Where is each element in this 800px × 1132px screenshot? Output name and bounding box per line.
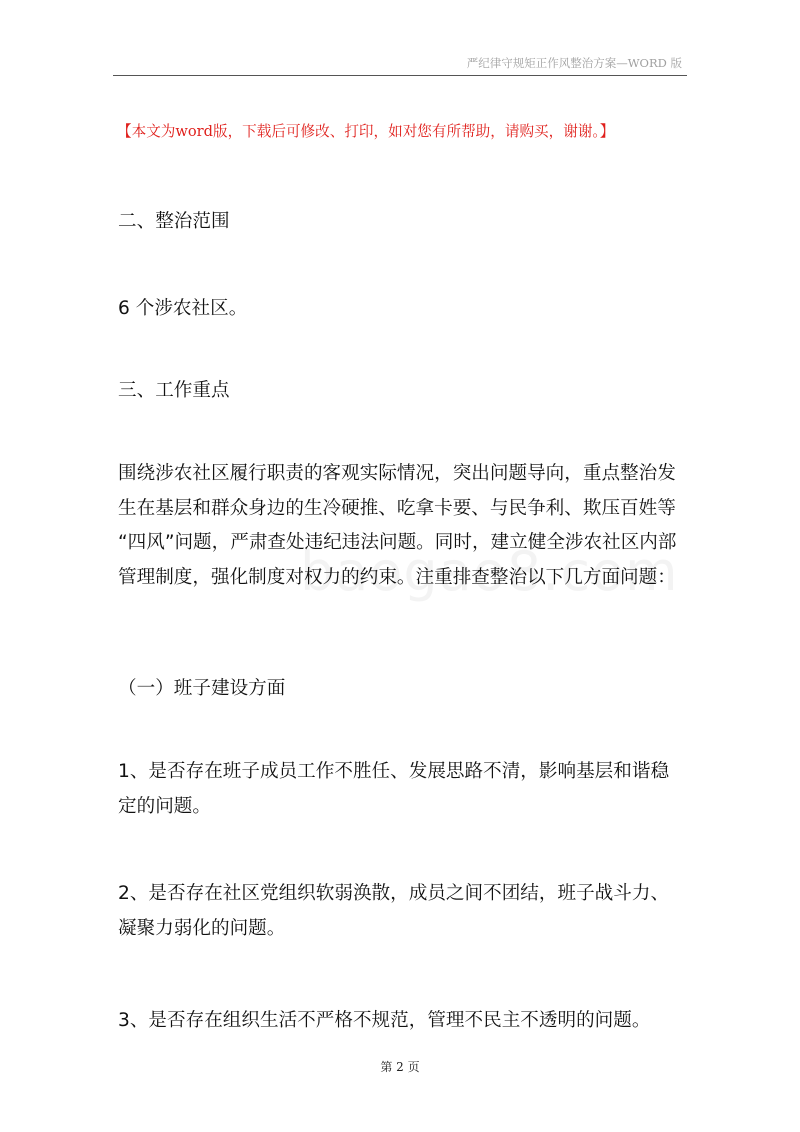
purchase-notice: 【本文为word版，下载后可修改、打印，如对您有所帮助，请购买，谢谢。】 [117,123,615,140]
subheading-team-building [118,672,693,707]
text-line: 3、是否存在组织生活不严格不规范，管理不民主不透明的问题。 [118,1010,651,1031]
text-line: 1、是否存在班子成员工作不胜任、发展思路不清，影响基层和谐稳 [118,761,670,782]
header-title: 严纪律守规矩正作风整治方案—WORD 版 [466,56,682,70]
text-line: 6 个涉农社区。 [118,298,248,319]
item-2 [118,877,693,946]
section-heading-focus [118,374,693,409]
item-3 [118,1004,693,1039]
scope-paragraph [118,292,693,327]
focus-paragraph [118,457,693,595]
text-line: 凝聚力弱化的问题。 [118,917,286,939]
header-divider [113,75,687,76]
page-number: 第 2 页 [380,1060,420,1074]
text-line: （一）班子建设方面 [118,678,286,699]
text-line: “四风”问题，严肃查处违纪违法问题。同时，建立健全涉农社区内部 [118,532,677,553]
text-line: 2、是否存在社区党组织软弱涣散，成员之间不团结，班子战斗力、 [118,883,670,904]
text-line: 管理制度，强化制度对权力的约束。注重排查整治以下几方面问题： [118,566,676,588]
text-line: 围绕涉农社区履行职责的客观实际情况，突出问题导向，重点整治发 [118,463,676,484]
text-line: 三、工作重点 [118,380,230,401]
text-line: 定的问题。 [118,795,211,817]
text-line: 生在基层和群众身边的生冷硬推、吃拿卡要、与民争利、欺压百姓等 [118,497,676,519]
section-heading-scope [118,205,693,240]
item-1 [118,755,693,824]
text-line: 二、整治范围 [118,211,230,232]
